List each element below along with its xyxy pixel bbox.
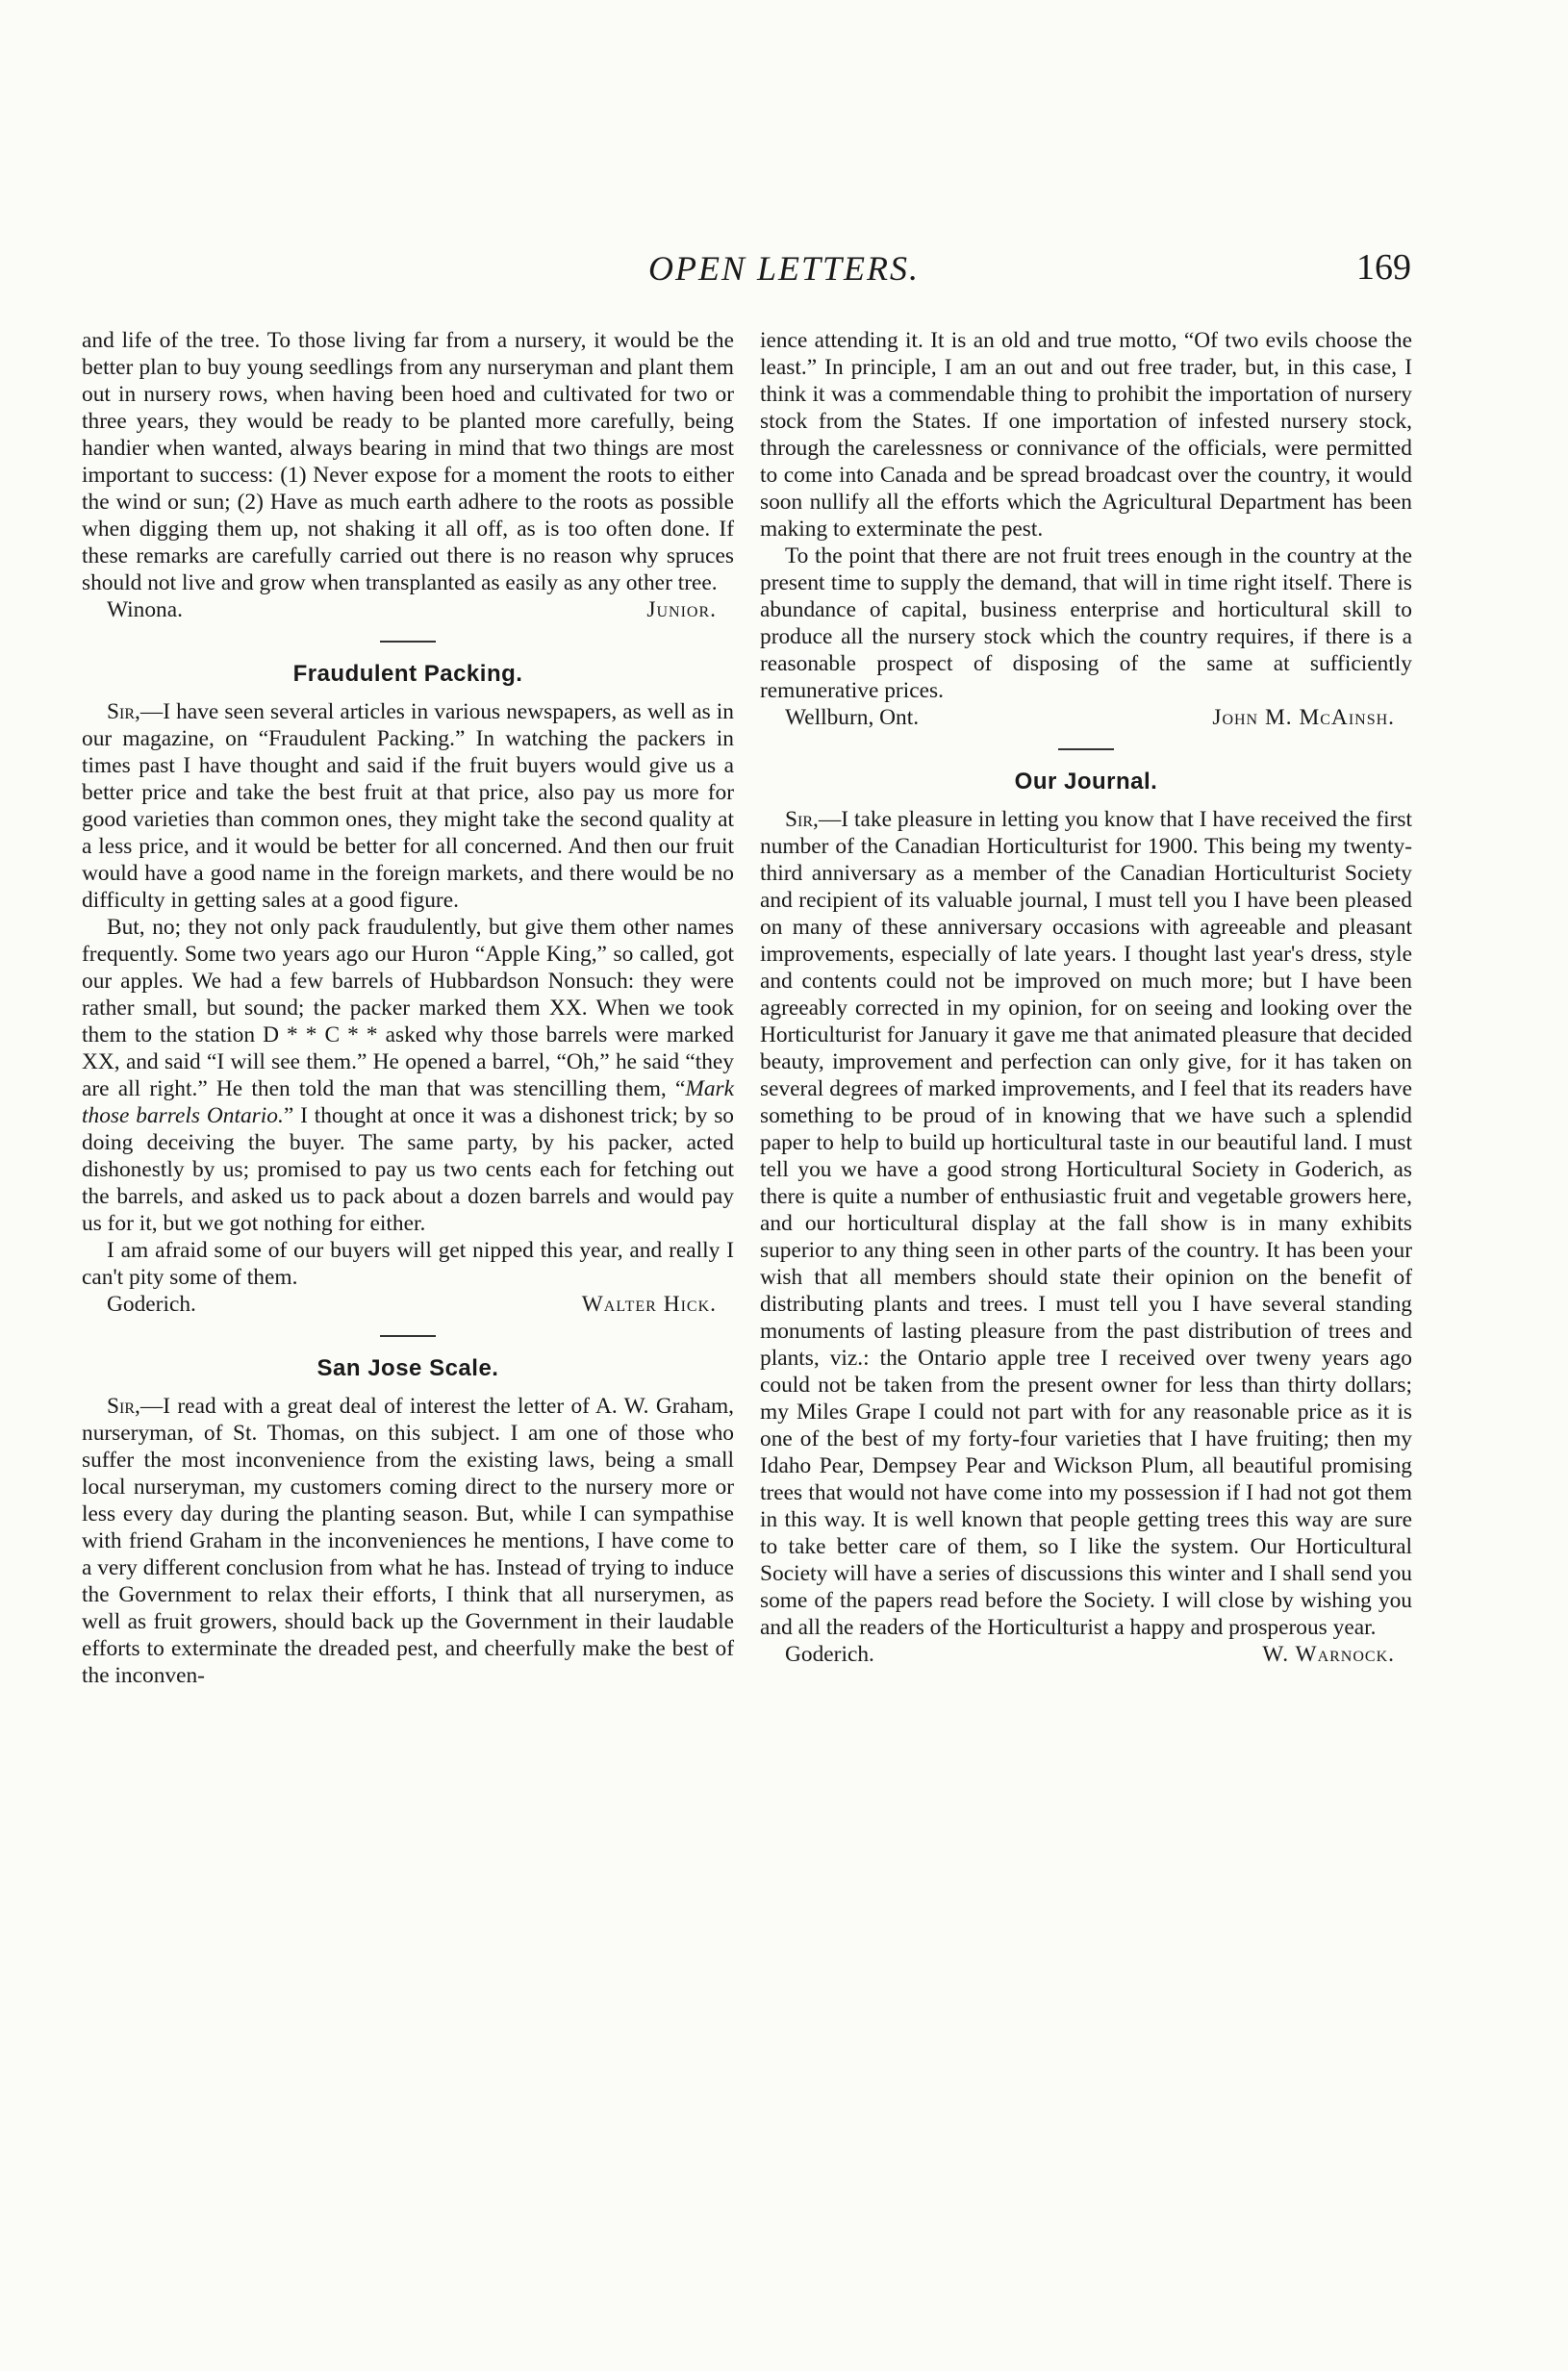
paragraph-text: ” I thought at once it was a dishonest trick; by so doing deceiving the buyer. The same party, by his packer, acted dishonestly by us; promised to pay us two cents each for fetching out the barrels, and asked us to pack about a dozen barrels and would pay us for it, but we got nothing for either.	[82, 1103, 734, 1236]
letter-paragraph	[82, 914, 734, 1237]
salutation: Sir,	[107, 1394, 140, 1419]
signoff-junior	[82, 596, 734, 623]
paragraph-text: —I take pleasure in letting you know that I have received the first number of the Canadian Horticulturist for 1900. This being my twenty-third anniversary as a member of the Canadian Horticulturist Society and recipient of its valuable journal, I must tell you I have been pleased on many of these anniversary occasions with agreeable and pleasant improvements, especially of late years. I thought last year's dress, style and contents could not be improved on much more; but I have been agreeably corrected in my opinion, for on seeing and looking over the Horticulturist for January it gave me that animated pleasure that decided beauty, improvement and perfection can only give, for it has taken on several degrees of marked improvements, and I feel that its readers have something to be proud of in knowing that we have such a splendid paper to help to build up horticultural taste in our beautiful land. I must tell you we have a good strong Horticultural Society in Goderich, as there is quite a number of enthusiastic fruit and vegetable growers here, and our horticultural display at the fall show is in many exhibits superior to any thing seen in other parts of the country. It has been your wish that all members should state their opinion on the benefit of distributing plants and trees. I must tell you I have several standing monuments of lasting pleasure from the past distribution of trees and plants, viz.: the Ontario apple tree I received over tweny years ago could not be taken from the present owner for less than thirty dollars; my Miles Grape I could not part with for any reasonable price as it is one of the best of my forty-four varieties that I have fruiting; then my Idaho Pear, Dempsey Pear and Wickson Plum, all beautiful promising trees that would not have come into my possession if I had not got them in this way. It is well known that people getting trees this way are sure to take better care of them, so I like the system. Our Horticultural Society will have a series of discussions this winter and I shall send you some of the papers read before the Society. I will close by wishing you and all the readers of the Horticulturist a happy and prosperous year.	[760, 807, 1412, 1640]
salutation: Sir,	[785, 807, 819, 832]
signoff-name: W. Warnock.	[1262, 1642, 1395, 1667]
running-head	[0, 242, 1568, 300]
quoted-instruction: Mark those barrels Ontario.	[82, 1076, 734, 1128]
signoff-name: John M. McAinsh.	[1212, 705, 1395, 730]
section-divider	[380, 641, 436, 643]
heading-our-journal: Our Journal.	[1014, 769, 1158, 795]
paragraph-text: —I read with a great deal of interest the letter of A. W. Graham, nurseryman, of St. Thomas, on this subject. I am one of those who suffer the most inconvenience from the existing laws, being a small local nurseryman, my customers coming direct to the nursery more or less every day during the planting season. But, while I can sympathise with friend Graham in the inconveniences he mentions, I have come to a very different conclusion from what he has. Instead of trying to induce the Government to relax their efforts, I think that all nurserymen, as well as fruit growers, should back up the Government in their laudable efforts to exterminate the dreaded pest, and cheerfully make the best of the inconven-	[82, 1394, 734, 1688]
signoff-mcainsh	[760, 704, 1412, 731]
section-divider	[380, 1335, 436, 1337]
right-column	[760, 327, 1412, 1668]
signoff-place: Winona.	[107, 597, 183, 622]
signoff-place: Goderich.	[107, 1292, 196, 1317]
letter-paragraph	[82, 1393, 734, 1689]
letter-paragraph: I am afraid some of our buyers will get nipped this year, and really I can't pity some of them.	[82, 1238, 734, 1290]
heading-san-jose-scale: San Jose Scale.	[316, 1355, 499, 1381]
paragraph-text: —I have seen several articles in various newspapers, as well as in our magazine, on “Fraudulent Packing.” In watching the packers in times past I have thought and said if the fruit buyers would give us a better price and take the best fruit at that price, also pay us more for good varieties than common ones, they might take the second quality at a less price, and it would be better for all concerned. And then our fruit would have a good name in the foreign markets, and there would be no difficulty in getting sales at a good figure.	[82, 699, 734, 913]
signoff-place: Goderich.	[785, 1642, 874, 1667]
signoff-walter-hick	[82, 1291, 734, 1318]
paragraph-text: But, no; they not only pack fraudulently, but give them other names frequently. Some two years ago our Huron “Apple King,” so called, got our apples. We had a few barrels of Hubbardson Nonsuch: they were rather small, but sound; the packer marked them XX. When we took them to the station D * * C * * asked why those barrels were marked XX, and said “I will see them.” He opened a barrel, “Oh,” he said “they are all right.” He then told the man that was stencilling them, “	[82, 915, 734, 1101]
signoff-place: Wellburn, Ont.	[785, 705, 920, 730]
page-number: 169	[1356, 247, 1411, 288]
continued-paragraph: and life of the tree. To those living far from a nursery, it would be the better plan to buy young seedlings from any nurseryman and plant them out in nursery rows, when having been hoed and cultivated for two or three years, they would be ready to be planted more carefully, being handier when wanted, always bearing in mind that two things are most important to success: (1) Never expose for a moment the roots to either the wind or sun; (2) Have as much earth adhere to the roots as possible when digging them up, not shaking it all off, as is too often done. If these remarks are carefully carried out there is no reason why spruces should not live and grow when transplanted as easily as any other tree.	[82, 328, 734, 595]
salutation: Sir,	[107, 699, 140, 724]
letter-paragraph	[760, 806, 1412, 1641]
running-title: OPEN LETTERS.	[647, 249, 921, 288]
continued-paragraph: ience attending it. It is an old and true motto, “Of two evils choose the least.” In principle, I am an out and out free trader, but, in this case, I think it was a commendable thing to prohibit the importation of nursery stock from the States. If one importation of infested nursery stock, through the carelessness or connivance of the officials, were permitted to come into Canada and be spread broadcast over the country, it would soon nullify all the efforts which the Agricultural Department has been making to exterminate the pest.	[760, 328, 1412, 542]
heading-fraudulent-packing: Fraudulent Packing.	[292, 661, 523, 687]
left-column	[82, 327, 734, 1689]
letter-paragraph: To the point that there are not fruit trees enough in the country at the present time to supply the demand, that will in time right itself. There is abundance of capital, business enterprise and horticultural skill to produce all the nursery stock which the country requires, if there is a reasonable prospect of disposing of the same at sufficiently remunerative prices.	[760, 543, 1412, 703]
signoff-name: Walter Hick.	[581, 1292, 717, 1317]
signoff-name: Junior.	[646, 597, 717, 622]
section-divider	[1058, 748, 1114, 750]
signoff-warnock	[760, 1641, 1412, 1668]
letter-paragraph	[82, 698, 734, 914]
